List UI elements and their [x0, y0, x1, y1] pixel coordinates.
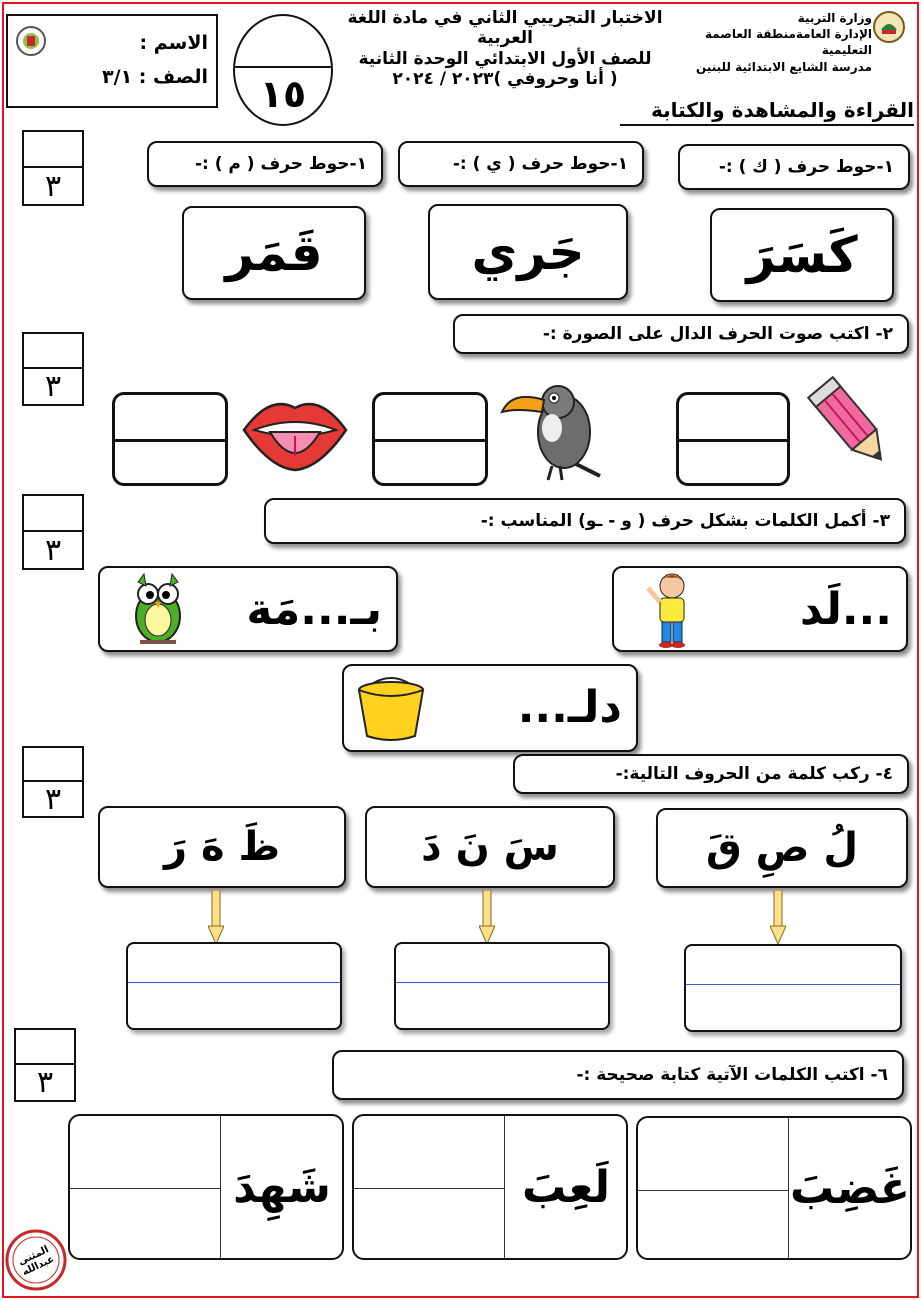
owl-picture: [130, 572, 186, 646]
q2-answer-box-2[interactable]: [372, 392, 488, 486]
q4-prompt: ٤- ركب كلمة من الحروف التالية:-: [513, 754, 909, 794]
q3-prompt: ٣- أكمل الكلمات بشكل حرف ( و - ـو) المناسب :-: [264, 498, 906, 544]
exam-title: الاختبار التجريبي الثاني في مادة اللغة العربية: [347, 8, 663, 49]
q6-copy-area-2[interactable]: [354, 1116, 504, 1258]
q3-card-walad: [612, 566, 908, 652]
q4-answer-field-2[interactable]: [394, 942, 610, 1030]
lesson-year: ( أنا وحروفي )٢٠٢٣ / ٢٠٢٤: [392, 69, 618, 90]
q4-letters-2: سَ نَ دَ: [365, 806, 615, 888]
grade-unit: للصف الأول الابتدائي الوحدة الثانية: [358, 48, 652, 69]
q6-score: ٣: [36, 1065, 54, 1100]
q4-score-box: [22, 746, 84, 818]
pencil-picture: [800, 372, 904, 478]
q6-prompt: ٦- اكتب الكلمات الآتية كتابة صحيحة :-: [332, 1050, 904, 1100]
arrow-down-icon: [479, 890, 495, 946]
q2-prompt: ٢- اكتب صوت الحرف الدال على الصورة :-: [453, 314, 909, 354]
q1-score: ٣: [44, 168, 62, 204]
q2-score-box: [22, 332, 84, 406]
q6-copy-area-1[interactable]: [638, 1118, 788, 1258]
student-info-box: [6, 14, 218, 108]
directorate-text: الإدارة العامةمنطقة العاصمة التعليمية: [704, 27, 872, 58]
q6-copy-area-3[interactable]: [70, 1116, 220, 1258]
q4-answer-field-3[interactable]: [126, 942, 342, 1030]
toucan-picture: [496, 372, 608, 482]
school-emblem-icon: [14, 24, 48, 58]
q4-letters-3: ظَ هَ رَ: [98, 806, 346, 888]
arrow-down-icon: [208, 890, 224, 946]
q3-card-bawma: [98, 566, 398, 652]
section-title: القراءة والمشاهدة والكتابة: [620, 98, 914, 126]
q6-score-box: [14, 1028, 76, 1102]
arrow-down-icon: [770, 890, 786, 946]
class-label: الصف : ٣/١: [102, 66, 208, 88]
ministry-text: وزارة التربية: [797, 11, 872, 25]
tongue-picture: [240, 390, 350, 478]
total-score-circle: [233, 14, 333, 126]
q1-word-jari[interactable]: جَري: [428, 204, 628, 300]
total-score: ١٥: [259, 72, 307, 116]
q1-prompt-m: ١-حوط حرف ( م ) :-: [147, 141, 383, 187]
q6-word-ghadiba: غَضِبَ: [790, 1162, 910, 1214]
q6-copy-table-3: [68, 1114, 344, 1260]
q4-answer-field-1[interactable]: [684, 944, 902, 1032]
q4-letters-1: لُ صِ قَ: [656, 808, 908, 888]
school-text: مدرسة الشايع الابتدائية للبنين: [696, 59, 872, 74]
q1-prompt-y: ١-حوط حرف ( ي ) :-: [398, 141, 644, 187]
stamp-text: المثنى عبدالله: [16, 1244, 57, 1279]
bucket-picture: [350, 672, 432, 744]
q1-word-kasara[interactable]: كَسَرَ: [710, 208, 894, 302]
q6-copy-table-1: [636, 1116, 912, 1260]
q4-score: ٣: [44, 781, 62, 817]
q6-word-shahida: شَهِدَ: [233, 1161, 331, 1213]
q3-score: ٣: [44, 532, 62, 568]
q6-copy-table-2: [352, 1114, 628, 1260]
q3-word-walad[interactable]: ...لَد: [799, 583, 892, 635]
q3-word-bawma[interactable]: بـ...مَة: [246, 583, 382, 635]
q3-score-box: [22, 494, 84, 570]
q1-prompt-k: ١-حوط حرف ( ك ) :-: [678, 144, 910, 190]
ministry-logo: [872, 10, 906, 44]
q3-word-dalw[interactable]: دلـ...: [517, 681, 622, 733]
name-label[interactable]: الاسم :: [139, 32, 208, 54]
boy-picture: [642, 570, 702, 650]
q1-score-box: [22, 130, 84, 206]
q6-word-laiba: لَعِبَ: [522, 1161, 610, 1213]
q3-card-dalw: [342, 664, 638, 752]
q2-answer-box-1[interactable]: [676, 392, 790, 486]
teacher-stamp: [4, 1228, 68, 1292]
q2-score: ٣: [44, 369, 62, 404]
q2-answer-box-3[interactable]: [112, 392, 228, 486]
q1-word-qamar[interactable]: قَمَر: [182, 206, 366, 300]
